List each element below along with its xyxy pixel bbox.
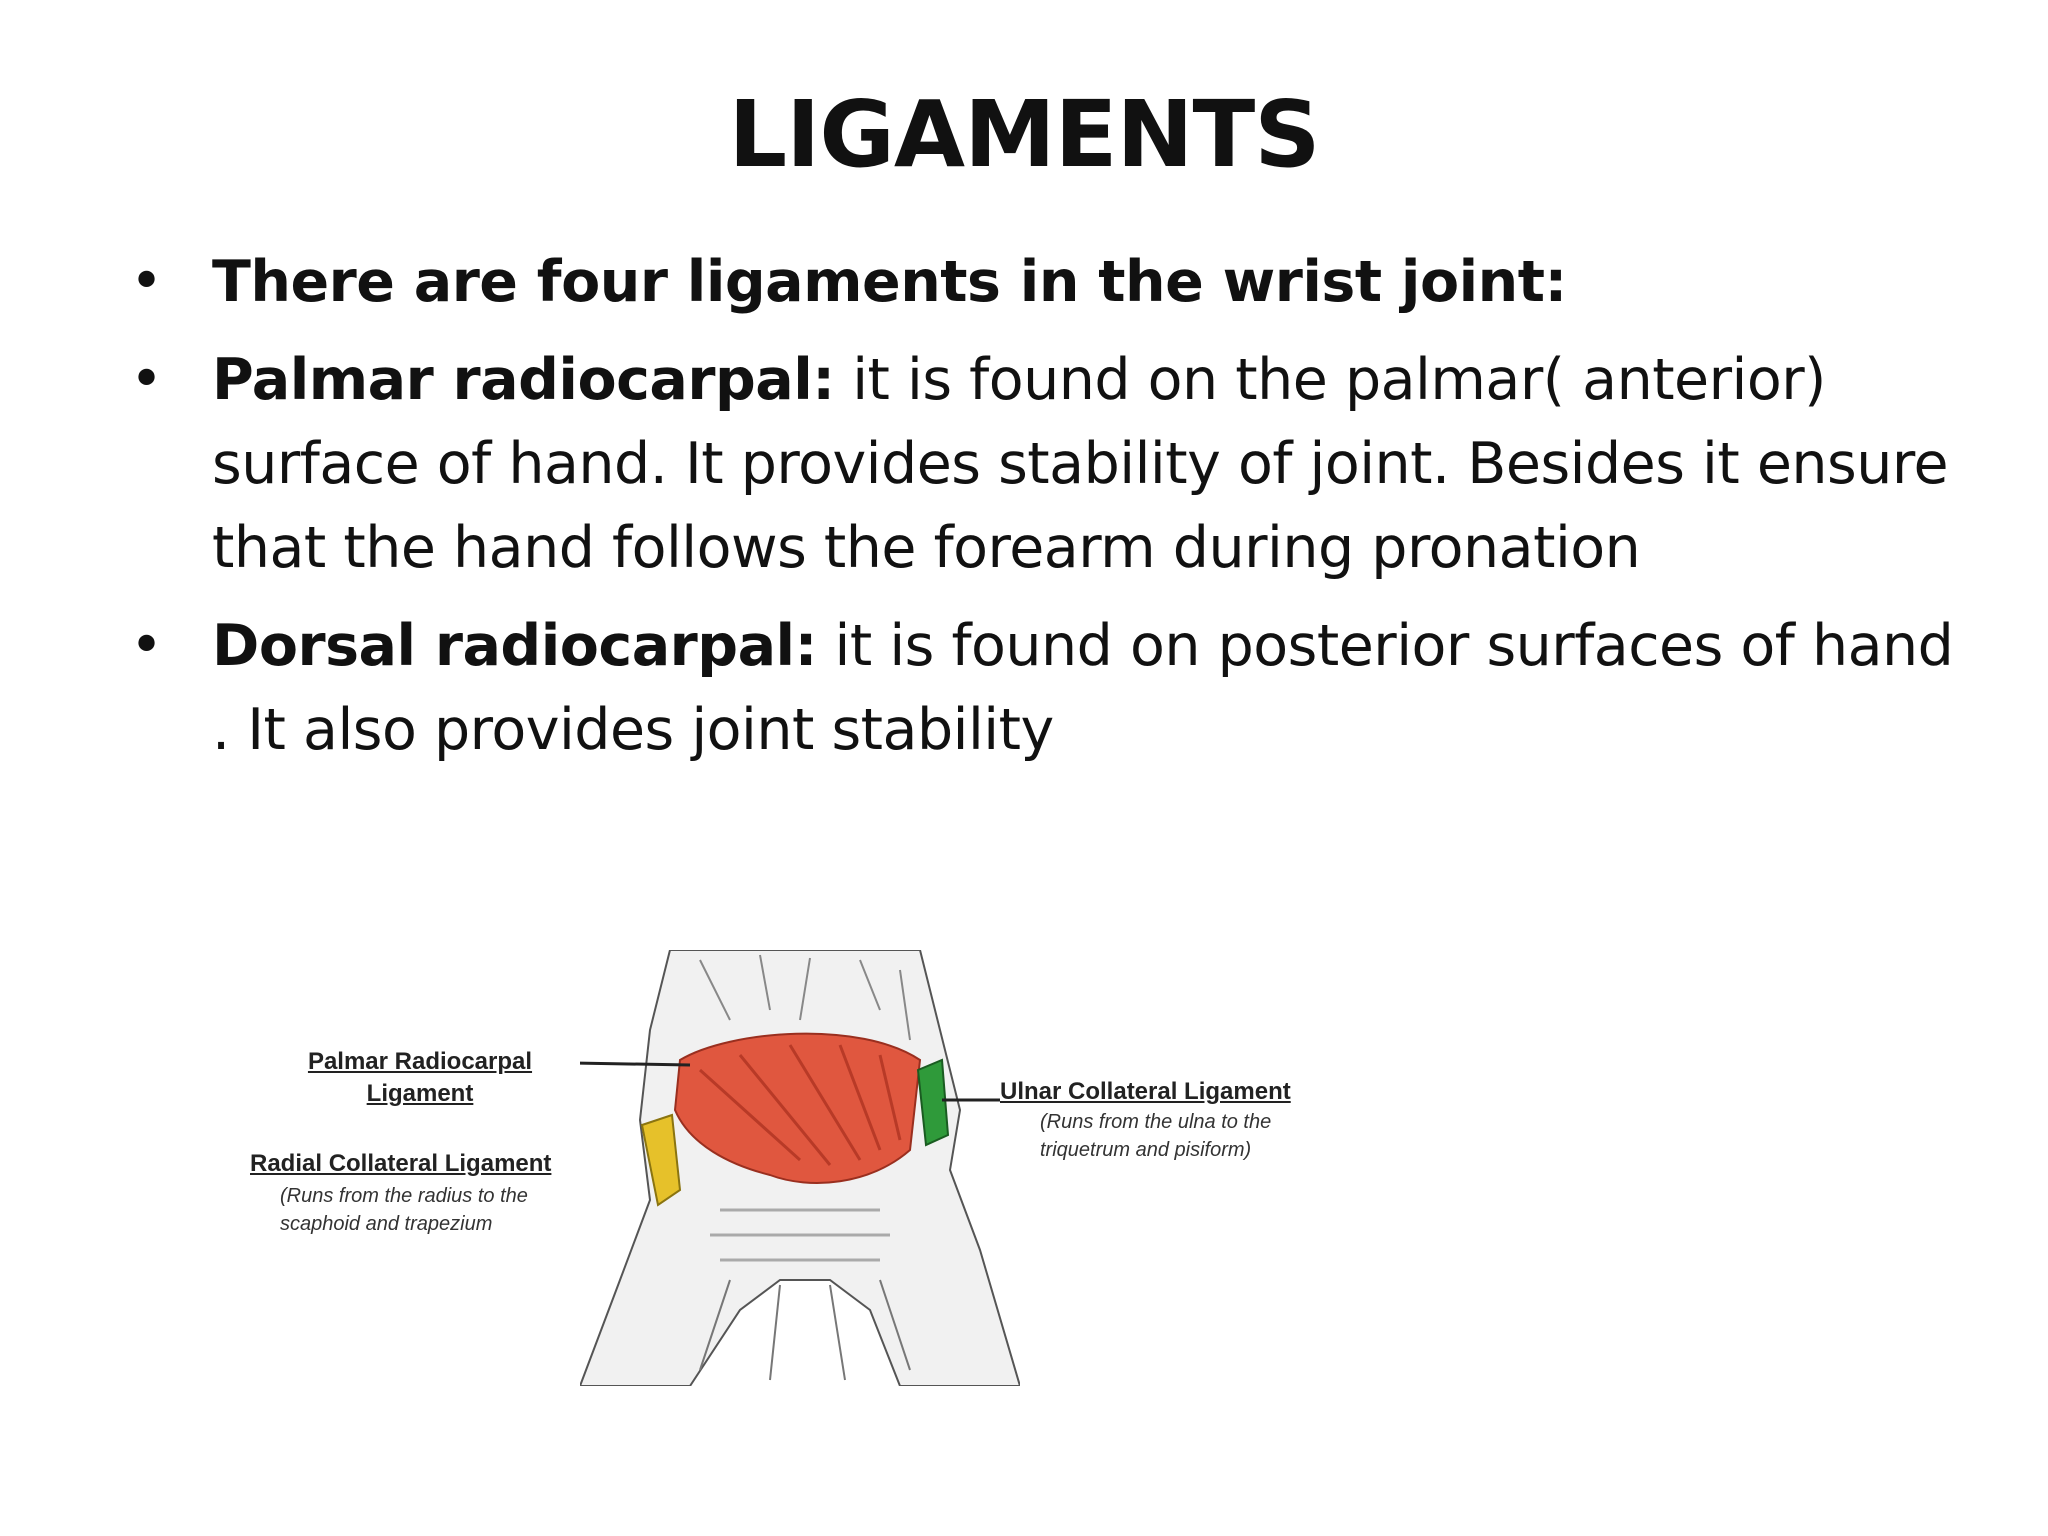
slide-title: LIGAMENTS xyxy=(728,81,1320,188)
ulnar-label-text: Ulnar Collateral Ligament xyxy=(1000,1078,1291,1105)
bullet-item xyxy=(130,338,1960,590)
bullet-dot-icon: • xyxy=(130,249,163,314)
bullet-dot-icon: • xyxy=(130,613,163,678)
radial-collateral-label xyxy=(250,1148,551,1180)
wrist-ligament-figure xyxy=(240,950,1340,1390)
ulnar-collateral-note xyxy=(1040,1108,1271,1164)
palmar-label-line2: Ligament xyxy=(366,1080,474,1107)
radial-note-line1: (Runs from the radius to the xyxy=(280,1185,528,1207)
bullet-text: it is found on the palmar( anterior) surface of hand. It provides stability of joint. Besides it ensure that the hand follows the forearm during pronation xyxy=(212,347,1949,581)
ulnar-collateral-label xyxy=(1000,1076,1291,1108)
bullet-list xyxy=(130,240,1960,786)
ulnar-note-line2: triquetrum and pisiform) xyxy=(1040,1139,1252,1161)
bullet-item xyxy=(130,240,1960,324)
radial-label-text: Radial Collateral Ligament xyxy=(250,1150,552,1177)
bullet-bold-text: There are four ligaments in the wrist joint: xyxy=(212,249,1567,315)
bullet-bold-text: Palmar radiocarpal: xyxy=(212,347,835,413)
bullet-item xyxy=(130,604,1960,772)
palmar-radiocarpal-label xyxy=(300,1046,540,1110)
bullet-text: it is found on posterior surfaces of hand . It also provides joint stability xyxy=(212,613,1954,763)
ulnar-note-line1: (Runs from the ulna to the xyxy=(1040,1111,1272,1133)
radial-collateral-note xyxy=(280,1182,528,1238)
wrist-illustration xyxy=(580,950,1020,1386)
bullet-dot-icon: • xyxy=(130,347,163,412)
radial-note-line2: scaphoid and trapezium xyxy=(280,1213,493,1235)
bullet-bold-text: Dorsal radiocarpal: xyxy=(212,613,817,679)
palmar-label-line1: Palmar Radiocarpal xyxy=(307,1048,533,1075)
